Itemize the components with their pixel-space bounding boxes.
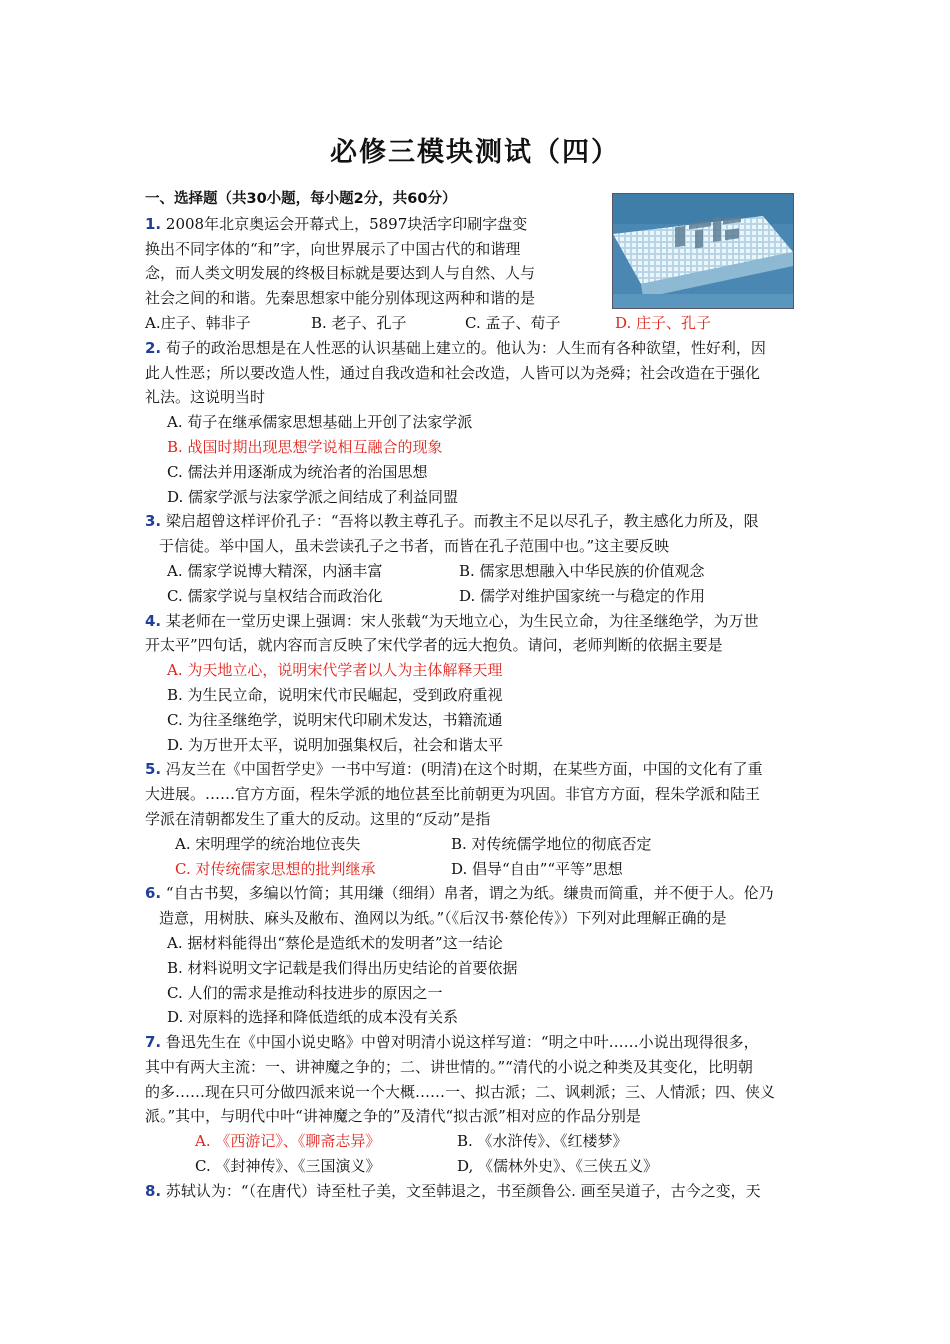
option-c: C. 儒家学说与皇权结合而政治化 [167, 586, 383, 605]
option-b: B. 材料说明文字记载是我们得出历史结论的首要依据 [167, 958, 518, 977]
option-d: D. 倡导“自由”“平等”思想 [451, 859, 623, 878]
question-text: 苏轼认为：“（在唐代）诗至杜子美，文至韩退之，书至颜鲁公. 画至吴道子，古今之变，天 [165, 1181, 761, 1200]
option-c: C. 为往圣继绝学，说明宋代印刷术发达，书籍流通 [167, 710, 503, 729]
question-text: 冯友兰在《中国哲学史》一书中写道：(明清)在这个时期，在某些方面，中国的文化有了重 [165, 760, 763, 779]
option-d: D. 为万世开太平，说明加强集权后，社会和谐太平 [167, 735, 504, 754]
option-b: B. 老子、孔子 [311, 313, 407, 332]
question-1 [145, 212, 810, 336]
question-2 [145, 336, 810, 510]
question-text: 大进展。……官方方面，程朱学派的地位甚至比前朝更为巩固。非官方方面，程朱学派和陆王 [145, 785, 761, 804]
question-text: 此人性恶；所以要改造人性，通过自我改造和社会改造，人皆可以为尧舜；社会改造在于强化 [145, 363, 761, 382]
question-text: 2008年北京奥运会开幕式上，5897块活字印刷字盘变 [165, 214, 528, 233]
question-text: 于信徒。举中国人，虽未尝读孔子之书者，而皆在孔子范围中也。”这主要反映 [159, 537, 670, 556]
option-c: C. 孟子、荀子 [465, 313, 561, 332]
question-text: 造意，用树肤、麻头及敝布、渔网以为纸。”（《后汉书·蔡伦传》）下列对此理解正确的是 [159, 909, 727, 928]
question-number: 4. [145, 611, 162, 630]
option-c-answer: C. 对传统儒家思想的批判继承 [175, 859, 376, 878]
option-d-answer: D. 庄子、孔子 [615, 313, 712, 332]
question-text: 的多……现在只可分做四派来说一个大概……一、拟古派；二、讽刺派；三、人情派；四、侠义 [145, 1082, 776, 1101]
option-b-answer: B. 战国时期出现思想学说相互融合的现象 [167, 437, 443, 456]
option-c: C. 《封神传》、《三国演义》 [195, 1157, 381, 1176]
option-row [145, 1154, 810, 1179]
option-a: A. 儒家学说博大精深，内涵丰富 [167, 561, 383, 580]
question-text: 荀子的政治思想是在人性恶的认识基础上建立的。他认为：人生而有各种欲望，性好利，因 [165, 338, 766, 357]
option-row [145, 832, 810, 857]
question-text: 开太平”四句话，就内容而言反映了宋代学者的远大抱负。请问，老师判断的依据主要是 [145, 636, 723, 655]
question-3 [145, 509, 810, 608]
option-b: B. 对传统儒学地位的彻底否定 [451, 834, 652, 853]
option-row [145, 584, 810, 609]
option-d: D. 儒学对维护国家统一与稳定的作用 [459, 586, 706, 605]
option-d: D, 《儒林外史》、《三侠五义》 [457, 1157, 659, 1176]
option-row [145, 559, 810, 584]
option-a: A. 荀子在继承儒家思想基础上开创了法家学派 [167, 413, 473, 432]
question-6 [145, 881, 810, 1030]
question-text: 鲁迅先生在《中国小说史略》中曾对明清小说这样写道：“明之中叶……小说出现得很多， [165, 1033, 759, 1052]
question-4 [145, 609, 810, 758]
question-text: 其中有两大主流：一、讲神魔之争的；二、讲世情的。”“清代的小说之种类及其变化，比明朝 [145, 1057, 753, 1076]
option-row [145, 1129, 810, 1154]
exam-content [145, 187, 810, 1204]
question-text: 某老师在一堂历史课上强调：宋人张载“为天地立心，为生民立命，为往圣继绝学，为万世 [165, 611, 759, 630]
option-a: A. 据材料能得出“蔡伦是造纸术的发明者”这一结论 [167, 933, 503, 952]
question-text: 念，而人类文明发展的终极目标就是要达到人与自然、人与 [145, 264, 536, 283]
question-7 [145, 1030, 810, 1179]
option-b: B. 为生民立命，说明宋代市民崛起，受到政府重视 [167, 685, 503, 704]
option-a-answer: A. 《西游记》、《聊斋志异》 [195, 1132, 381, 1151]
question-number: 7. [145, 1033, 162, 1052]
question-number: 8. [145, 1181, 162, 1200]
question-number: 3. [145, 512, 162, 531]
option-a: A. 宋明理学的统治地位丧失 [175, 834, 361, 853]
question-text: 梁启超曾这样评价孔子：“吾将以教主尊孔子。而教主不足以尽孔子，教主感化力所及，限 [165, 512, 759, 531]
question-number: 2. [145, 338, 162, 357]
option-c: C. 儒法并用逐渐成为统治者的治国思想 [167, 462, 428, 481]
page-title: 必修三模块测试（四） [330, 137, 620, 168]
option-a: A.庄子、韩非子 [145, 313, 251, 332]
question-number: 6. [145, 884, 162, 903]
option-d: D. 对原料的选择和降低造纸的成本没有关系 [167, 1008, 459, 1027]
question-text: “自古书契，多编以竹简；其用缣（细绢）帛者，谓之为纸。缣贵而简重，并不便于人。伦乃 [165, 884, 774, 903]
question-5 [145, 757, 810, 881]
question-text: 派。”其中，与明代中叶“讲神魔之争的”及清代“拟古派”相对应的作品分别是 [145, 1107, 641, 1126]
option-c: C. 人们的需求是推动科技进步的原因之一 [167, 983, 443, 1002]
question-text: 社会之间的和谐。先秦思想家中能分别体现这两种和谐的是 [145, 289, 536, 308]
option-row [145, 311, 810, 336]
question-text: 学派在清朝都发生了重大的反动。这里的“反动”是指 [145, 809, 491, 828]
option-b: B. 儒家思想融入中华民族的价值观念 [459, 561, 705, 580]
question-number: 5. [145, 760, 162, 779]
option-a-answer: A. 为天地立心，说明宋代学者以人为主体解释天理 [167, 661, 503, 680]
option-b: B. 《水浒传》、《红楼梦》 [457, 1132, 628, 1151]
question-number: 1. [145, 214, 162, 233]
question-text: 礼法。这说明当时 [145, 388, 266, 407]
option-row [145, 857, 810, 882]
question-text: 换出不同字体的“和”字，向世界展示了中国古代的和谐理 [145, 239, 521, 258]
question-8 [145, 1179, 810, 1204]
option-d: D. 儒家学派与法家学派之间结成了利益同盟 [167, 487, 459, 506]
section-heading: 一、选择题（共30小题，每小题2分，共60分） [145, 191, 457, 207]
